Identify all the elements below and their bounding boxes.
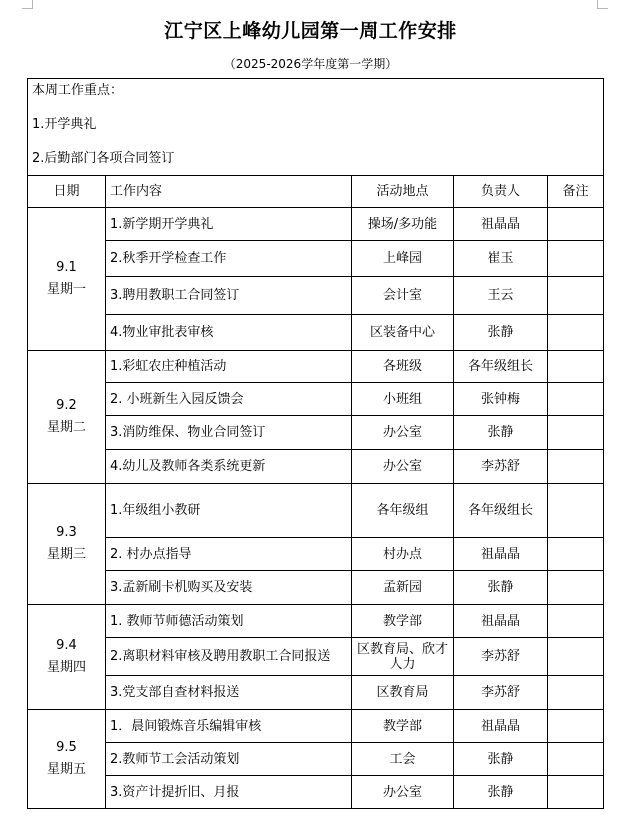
person-cell: 崔玉 xyxy=(454,241,548,277)
page-subtitle: （2025-2026学年度第一学期） xyxy=(223,57,398,71)
note-cell xyxy=(548,710,604,743)
task-cell: 2.教师节工会活动策划 xyxy=(106,743,352,776)
header-date: 日期 xyxy=(28,176,106,208)
person-cell: 张静 xyxy=(454,315,548,351)
location-cell: 办公室 xyxy=(352,416,454,450)
task-cell: 2.秋季开学检查工作 xyxy=(106,241,352,277)
task-cell: 3.聘用教职工合同签订 xyxy=(106,277,352,315)
person-cell: 李苏舒 xyxy=(454,450,548,484)
note-cell xyxy=(548,383,604,416)
weekday-label: 星期二 xyxy=(46,420,86,435)
location-cell: 区教育局 xyxy=(352,676,454,710)
table-row xyxy=(28,638,604,676)
focus-item: 1.开学典礼 xyxy=(32,117,97,132)
note-cell xyxy=(548,351,604,383)
location-cell: 小班组 xyxy=(352,383,454,416)
note-cell xyxy=(548,315,604,351)
header-person: 负责人 xyxy=(454,176,548,208)
date-value: 9.2 xyxy=(56,398,77,413)
table-row xyxy=(28,383,604,416)
location-cell: 教学部 xyxy=(352,605,454,638)
table-row xyxy=(28,776,604,809)
person-cell: 各年级组长 xyxy=(454,351,548,383)
location-cell: 村办点 xyxy=(352,538,454,571)
page-title: 江宁区上峰幼儿园第一周工作安排 xyxy=(164,20,457,42)
note-cell xyxy=(548,208,604,241)
note-cell xyxy=(548,450,604,484)
person-cell: 祖晶晶 xyxy=(454,605,548,638)
task-cell: 1. 教师节师德活动策划 xyxy=(106,605,352,638)
header-content: 工作内容 xyxy=(106,176,352,208)
task-cell: 4.幼儿及教师各类系统更新 xyxy=(106,450,352,484)
task-cell: 1.年级组小教研 xyxy=(106,484,352,538)
table-row xyxy=(28,315,604,351)
location-cell: 各班级 xyxy=(352,351,454,383)
task-cell: 3.党支部自查材料报送 xyxy=(106,676,352,710)
table-row xyxy=(28,450,604,484)
weekday-label: 星期一 xyxy=(46,282,86,297)
task-cell: 1．晨间锻炼音乐编辑审核 xyxy=(106,710,352,743)
person-cell: 张静 xyxy=(454,776,548,809)
focus-heading: 本周工作重点： xyxy=(32,83,124,98)
person-cell: 王云 xyxy=(454,277,548,315)
location-cell: 区装备中心 xyxy=(352,315,454,351)
location-cell: 会计室 xyxy=(352,277,454,315)
task-cell: 1.彩虹农庄种植活动 xyxy=(106,351,352,383)
table-row xyxy=(28,484,604,538)
note-cell xyxy=(548,605,604,638)
location-cell: 工会 xyxy=(352,743,454,776)
note-cell xyxy=(548,538,604,571)
note-cell xyxy=(548,571,604,605)
focus-row xyxy=(28,79,604,176)
table-row xyxy=(28,277,604,315)
location-cell: 操场/多功能 xyxy=(352,208,454,241)
focus-item: 2.后勤部门各项合同签订 xyxy=(32,151,175,166)
note-cell xyxy=(548,743,604,776)
date-cell xyxy=(28,710,106,809)
weekday-label: 星期三 xyxy=(46,547,86,562)
table-row xyxy=(28,538,604,571)
person-cell: 张静 xyxy=(454,416,548,450)
person-cell: 祖晶晶 xyxy=(454,208,548,241)
date-value: 9.4 xyxy=(56,638,77,653)
schedule-table xyxy=(27,78,604,809)
note-cell xyxy=(548,638,604,676)
header-row xyxy=(28,176,604,208)
table-row xyxy=(28,571,604,605)
person-cell: 祖晶晶 xyxy=(454,538,548,571)
location-cell: 办公室 xyxy=(352,450,454,484)
person-cell: 各年级组长 xyxy=(454,484,548,538)
table-row xyxy=(28,241,604,277)
weekday-label: 星期五 xyxy=(46,762,86,777)
task-cell: 4.物业审批表审核 xyxy=(106,315,352,351)
note-cell xyxy=(548,776,604,809)
task-cell: 2. 村办点指导 xyxy=(106,538,352,571)
crop-mark-left xyxy=(22,0,33,9)
location-cell: 教学部 xyxy=(352,710,454,743)
date-cell xyxy=(28,484,106,605)
person-cell: 张钟梅 xyxy=(454,383,548,416)
table-row xyxy=(28,605,604,638)
location-cell: 各年级组 xyxy=(352,484,454,538)
date-cell xyxy=(28,605,106,710)
person-cell: 张静 xyxy=(454,743,548,776)
table-row xyxy=(28,351,604,383)
table-row xyxy=(28,416,604,450)
date-value: 9.5 xyxy=(56,740,77,755)
note-cell xyxy=(548,416,604,450)
location-cell: 上峰园 xyxy=(352,241,454,277)
table-row xyxy=(28,710,604,743)
task-cell: 3.资产计提折旧、月报 xyxy=(106,776,352,809)
note-cell xyxy=(548,484,604,538)
table-row xyxy=(28,208,604,241)
task-cell: 3.孟新刷卡机购买及安装 xyxy=(106,571,352,605)
date-cell xyxy=(28,208,106,351)
crop-mark-right xyxy=(597,0,608,9)
person-cell: 祖晶晶 xyxy=(454,710,548,743)
header-note: 备注 xyxy=(548,176,604,208)
task-cell: 1.新学期开学典礼 xyxy=(106,208,352,241)
location-cell: 孟新园 xyxy=(352,571,454,605)
person-cell: 李苏舒 xyxy=(454,676,548,710)
location-cell: 办公室 xyxy=(352,776,454,809)
date-cell xyxy=(28,351,106,484)
table-row xyxy=(28,743,604,776)
note-cell xyxy=(548,241,604,277)
person-cell: 李苏舒 xyxy=(454,638,548,676)
date-value: 9.3 xyxy=(56,525,77,540)
table-row xyxy=(28,676,604,710)
person-cell: 张静 xyxy=(454,571,548,605)
location-cell: 区教育局、欣才人力 xyxy=(352,638,454,676)
note-cell xyxy=(548,676,604,710)
task-cell: 2.离职材料审核及聘用教职工合同报送 xyxy=(106,638,352,676)
task-cell: 3.消防维保、物业合同签订 xyxy=(106,416,352,450)
date-value: 9.1 xyxy=(56,260,77,275)
note-cell xyxy=(548,277,604,315)
header-location: 活动地点 xyxy=(352,176,454,208)
weekly-focus-cell xyxy=(28,79,604,176)
task-cell: 2. 小班新生入园反馈会 xyxy=(106,383,352,416)
weekday-label: 星期四 xyxy=(46,660,86,675)
